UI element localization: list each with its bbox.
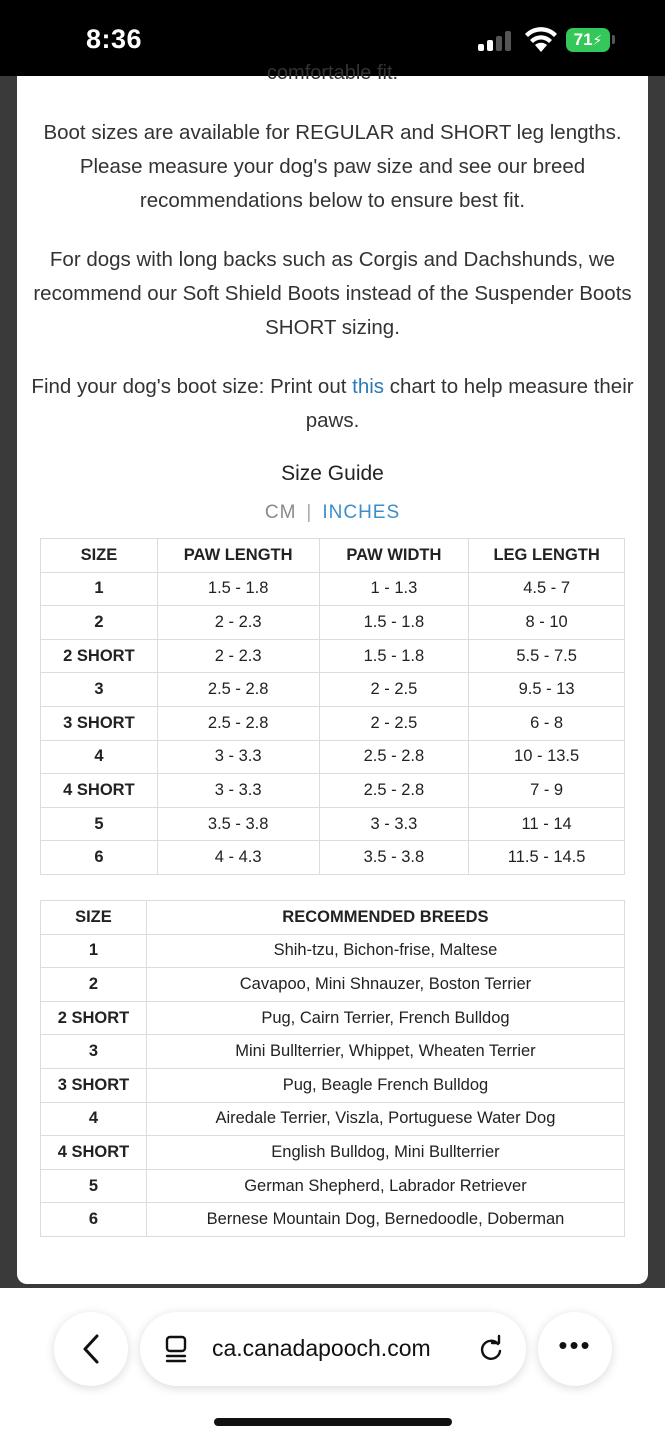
table-row (41, 572, 625, 606)
cell-recommended-breeds: Pug, Beagle French Bulldog (146, 1068, 624, 1102)
chevron-left-icon (54, 1312, 128, 1386)
cell-size: 6 (41, 841, 158, 875)
cell-leg-length: 5.5 - 7.5 (469, 639, 625, 673)
unit-separator: | (306, 502, 313, 523)
header-leg-length: LEG LENGTH (469, 539, 625, 573)
cell-size: 4 (41, 1102, 147, 1136)
breed-table (40, 900, 625, 1237)
table-row (41, 1001, 625, 1035)
cell-recommended-breeds: Bernese Mountain Dog, Bernedoodle, Doberman (146, 1203, 624, 1237)
cell-paw-length: 2.5 - 2.8 (157, 706, 319, 740)
table-row (41, 1203, 625, 1237)
cell-paw-length: 4 - 4.3 (157, 841, 319, 875)
table-row (41, 639, 625, 673)
cell-paw-length: 1.5 - 1.8 (157, 572, 319, 606)
intro-paragraph: Boot sizes are available for REGULAR and SHORT leg lengths. Please measure your dog's paw size and see our breed recommendations below to ensure best fit. (43, 121, 622, 212)
cell-size: 3 (41, 1035, 147, 1069)
cell-size: 4 SHORT (41, 774, 158, 808)
cell-paw-length: 3 - 3.3 (157, 740, 319, 774)
cell-paw-length: 3.5 - 3.8 (157, 807, 319, 841)
tab-overview-icon (164, 1335, 190, 1363)
table-row (41, 841, 625, 875)
cell-leg-length: 11.5 - 14.5 (469, 841, 625, 875)
cell-leg-length: 7 - 9 (469, 774, 625, 808)
size-table (40, 538, 625, 875)
cell-recommended-breeds: Mini Bullterrier, Whippet, Wheaten Terrier (146, 1035, 624, 1069)
cell-leg-length: 9.5 - 13 (469, 673, 625, 707)
size-table-header (41, 539, 625, 573)
cell-paw-length: 2.5 - 2.8 (157, 673, 319, 707)
browser-toolbar (0, 1288, 665, 1440)
cell-size: 2 SHORT (41, 639, 158, 673)
cell-size: 2 SHORT (41, 1001, 147, 1035)
more-options-button[interactable]: ••• (538, 1312, 612, 1386)
print-chart-paragraph (17, 370, 648, 438)
cell-paw-width: 1.5 - 1.8 (319, 606, 469, 640)
battery-tip (612, 35, 615, 44)
cell-size: 1 (41, 934, 147, 968)
cell-leg-length: 11 - 14 (469, 807, 625, 841)
size-guide-title: Size Guide (281, 462, 384, 485)
content-card (17, 62, 648, 1284)
home-indicator (214, 1418, 452, 1426)
cell-paw-width: 3.5 - 3.8 (319, 841, 469, 875)
print-chart-text-before: Find your dog's boot size: Print out (31, 375, 353, 398)
table-row (41, 774, 625, 808)
cellular-signal-icon (478, 31, 514, 51)
cell-leg-length: 10 - 13.5 (469, 740, 625, 774)
table-row (41, 673, 625, 707)
cell-recommended-breeds: Shih-tzu, Bichon-frise, Maltese (146, 934, 624, 968)
cell-size: 5 (41, 1169, 147, 1203)
cell-recommended-breeds: German Shepherd, Labrador Retriever (146, 1169, 624, 1203)
battery-icon: 71⚡ (566, 28, 610, 52)
print-chart-link[interactable]: this (352, 375, 385, 398)
cell-size: 1 (41, 572, 158, 606)
cell-paw-length: 3 - 3.3 (157, 774, 319, 808)
breed-table-header (41, 901, 625, 935)
cell-leg-length: 4.5 - 7 (469, 572, 625, 606)
unit-toggle (17, 502, 648, 524)
cell-paw-length: 2 - 2.3 (157, 639, 319, 673)
status-time: 8:36 (86, 24, 143, 54)
url-text: ca.canadapooch.com (212, 1335, 431, 1361)
header-paw-length: PAW LENGTH (157, 539, 319, 573)
table-row (41, 706, 625, 740)
cell-size: 3 (41, 673, 158, 707)
back-button[interactable] (54, 1312, 128, 1386)
cell-recommended-breeds: Cavapoo, Mini Shnauzer, Boston Terrier (146, 968, 624, 1002)
table-row (41, 1102, 625, 1136)
cell-recommended-breeds: Pug, Cairn Terrier, French Bulldog (146, 1001, 624, 1035)
cell-paw-width: 1.5 - 1.8 (319, 639, 469, 673)
cell-paw-width: 2 - 2.5 (319, 706, 469, 740)
table-row (41, 1136, 625, 1170)
unit-inches-button[interactable]: INCHES (322, 502, 401, 523)
unit-cm-button[interactable]: CM (264, 502, 297, 523)
cell-leg-length: 8 - 10 (469, 606, 625, 640)
cell-recommended-breeds: English Bulldog, Mini Bullterrier (146, 1136, 624, 1170)
long-back-paragraph: For dogs with long backs such as Corgis and Dachshunds, we recommend our Soft Shield Boots instead of the Suspender Boots SHORT sizing. (33, 248, 632, 339)
wifi-icon (524, 27, 558, 53)
table-row (41, 968, 625, 1002)
cell-paw-width: 2.5 - 2.8 (319, 774, 469, 808)
cell-size: 4 SHORT (41, 1136, 147, 1170)
table-row (41, 1068, 625, 1102)
header-size: SIZE (41, 539, 158, 573)
cell-size: 2 (41, 968, 147, 1002)
header-size: SIZE (41, 901, 147, 935)
header-recommended-breeds: RECOMMENDED BREEDS (146, 901, 624, 935)
cell-recommended-breeds: Airedale Terrier, Viszla, Portuguese Water Dog (146, 1102, 624, 1136)
cut-off-text: comfortable fit. (266, 62, 399, 84)
cell-paw-width: 3 - 3.3 (319, 807, 469, 841)
table-row (41, 740, 625, 774)
cell-size: 3 SHORT (41, 706, 158, 740)
battery-level: 71 (573, 30, 593, 49)
reload-icon[interactable] (476, 1334, 506, 1364)
table-row (41, 807, 625, 841)
table-row (41, 1169, 625, 1203)
cell-size: 6 (41, 1203, 147, 1237)
address-bar[interactable] (140, 1312, 526, 1386)
table-row (41, 1035, 625, 1069)
cell-paw-width: 2 - 2.5 (319, 673, 469, 707)
cell-size: 2 (41, 606, 158, 640)
cell-paw-length: 2 - 2.3 (157, 606, 319, 640)
cell-leg-length: 6 - 8 (469, 706, 625, 740)
cell-size: 4 (41, 740, 158, 774)
table-row (41, 934, 625, 968)
print-chart-text-after: chart to help measure their paws. (305, 375, 634, 432)
cell-size: 3 SHORT (41, 1068, 147, 1102)
cell-size: 5 (41, 807, 158, 841)
header-paw-width: PAW WIDTH (319, 539, 469, 573)
cell-paw-width: 1 - 1.3 (319, 572, 469, 606)
table-row (41, 606, 625, 640)
cell-paw-width: 2.5 - 2.8 (319, 740, 469, 774)
